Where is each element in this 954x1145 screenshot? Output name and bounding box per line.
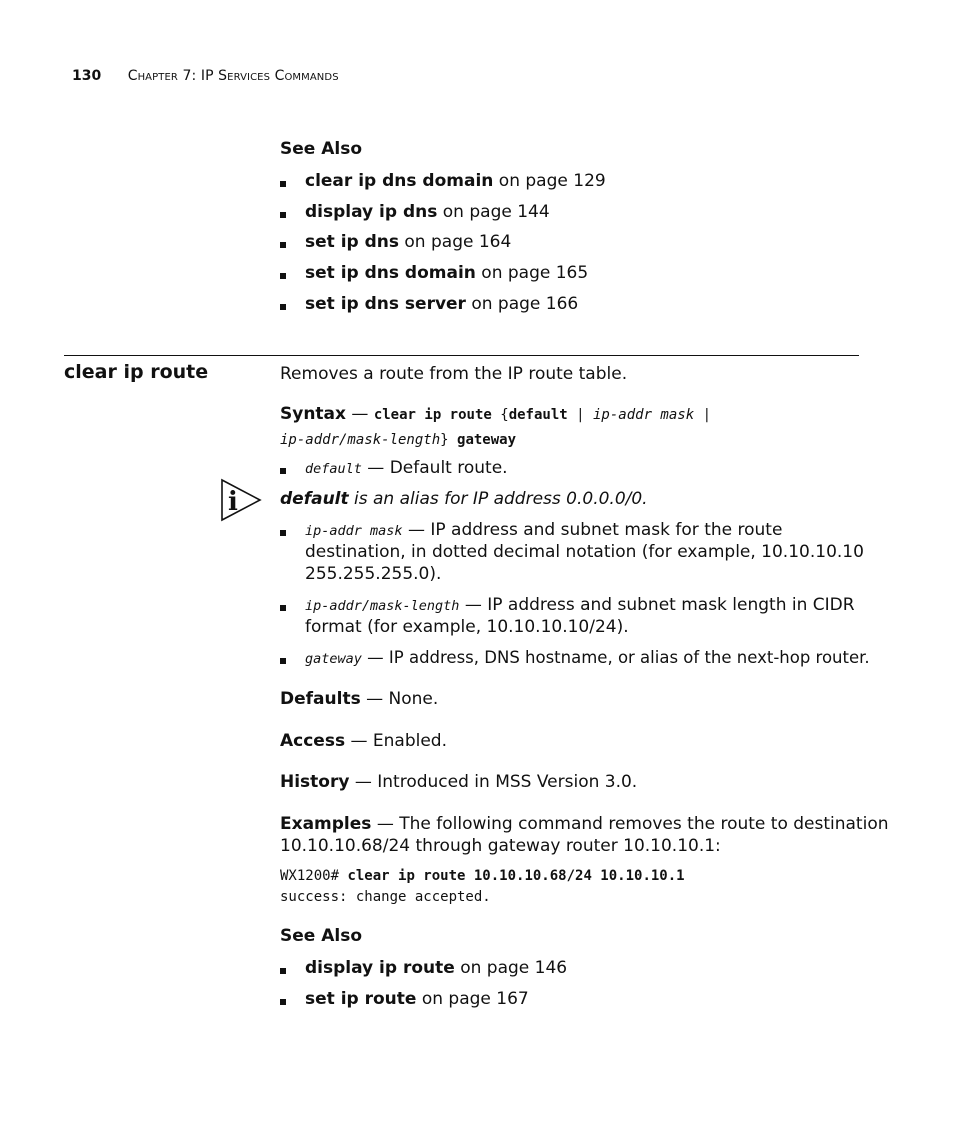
bullet-icon [280,212,286,218]
syntax-option-cidr: ip-addr/mask-length [280,432,441,448]
access-label: Access [280,731,346,751]
param-ip-addr-mask [305,519,782,542]
see-also-heading: See Also [280,139,363,159]
syntax-label: Syntax [280,404,346,424]
defaults-line: Defaults — None. [280,689,439,709]
see-also-item [305,262,588,284]
section-divider [64,355,859,356]
param-desc: — Default route. [361,458,508,478]
param-name: ip-addr mask [305,523,403,539]
examples-label: Examples [280,814,372,834]
defaults-label: Defaults [280,689,361,709]
bullet-icon [280,530,286,536]
info-note-icon [220,478,262,522]
cross-ref-command[interactable]: set ip dns domain [305,263,476,283]
bullet-icon [280,181,286,187]
examples-line-2: 10.10.10.68/24 through gateway router 10.10.10.1: [280,836,721,856]
param-default [305,457,508,480]
cross-ref-command[interactable]: display ip route [305,958,455,978]
cross-ref-page: on page 129 [493,171,606,191]
note-text: default is an alias for IP address 0.0.0.0/0. [280,489,648,509]
see-also-item [305,988,529,1010]
bullet-icon [280,605,286,611]
param-desc-line: destination, in dotted decimal notation (for example, 10.10.10.10 [305,542,864,562]
history-line: History — Introduced in MSS Version 3.0. [280,772,638,792]
examples-line: Examples — The following command removes the route to destination [280,814,889,834]
syntax-command: clear ip route [373,407,492,423]
syntax-line-1: Syntax — clear ip route {default | ip-addr mask | [280,404,712,424]
history-label: History [280,772,350,792]
cross-ref-page: on page 164 [399,232,512,252]
cross-ref-page: on page 165 [475,263,589,283]
cli-prompt: WX1200# [280,868,348,884]
bullet-icon [280,968,286,974]
param-name: default [305,461,362,477]
bullet-icon [280,468,286,474]
see-also-item [305,293,578,315]
param-desc: — IP address, DNS hostname, or alias of the next-hop router. [361,648,870,667]
syntax-option-addr: ip-addr mask [593,407,695,423]
see-also-item [305,201,550,223]
cross-ref-command[interactable]: clear ip dns domain [305,171,494,191]
see-also-item [305,231,511,253]
svg-text:i: i [228,487,238,517]
note-keyword: default [280,489,349,509]
cross-ref-page: on page 144 [437,202,550,222]
cross-ref-page: on page 166 [465,294,579,314]
bullet-icon [280,999,286,1005]
param-desc-line: format (for example, 10.10.10.10/24). [305,617,629,637]
param-desc-line: 255.255.255.0). [305,564,442,584]
syntax-line-2: ip-addr/mask-length} gateway [280,432,517,448]
cross-ref-command[interactable]: set ip dns [305,232,399,252]
cross-ref-command[interactable]: set ip route [305,989,417,1009]
code-example-output: success: change accepted. [280,889,491,905]
cross-ref-command[interactable]: display ip dns [305,202,438,222]
param-ip-addr-mask-length [305,594,855,617]
bullet-icon [280,658,286,664]
syntax-option-default: default [508,407,568,423]
see-also-item [305,170,606,192]
chapter-title: Chapter 7: IP Services Commands [127,68,339,84]
param-name: ip-addr/mask-length [305,598,460,614]
see-also-heading: See Also [280,926,363,946]
cross-ref-command[interactable]: set ip dns server [305,294,466,314]
bullet-icon [280,242,286,248]
section-title: clear ip route [64,361,209,383]
param-gateway [305,647,870,670]
cross-ref-page: on page 167 [416,989,529,1009]
section-description: Removes a route from the IP route table. [280,364,628,384]
code-example-command [280,868,685,884]
page-number: 130 [72,68,102,84]
bullet-icon [280,273,286,279]
param-desc: — IP address and subnet mask length in CIDR [459,595,855,615]
running-header [72,68,339,84]
syntax-gateway: gateway [457,432,517,448]
param-name: gateway [305,651,362,667]
cross-ref-page: on page 146 [454,958,568,978]
cli-command: clear ip route 10.10.10.68/24 10.10.10.1 [347,868,685,884]
bullet-icon [280,304,286,310]
see-also-item [305,957,567,979]
param-desc: — IP address and subnet mask for the route [402,520,783,540]
access-line: Access — Enabled. [280,731,447,751]
